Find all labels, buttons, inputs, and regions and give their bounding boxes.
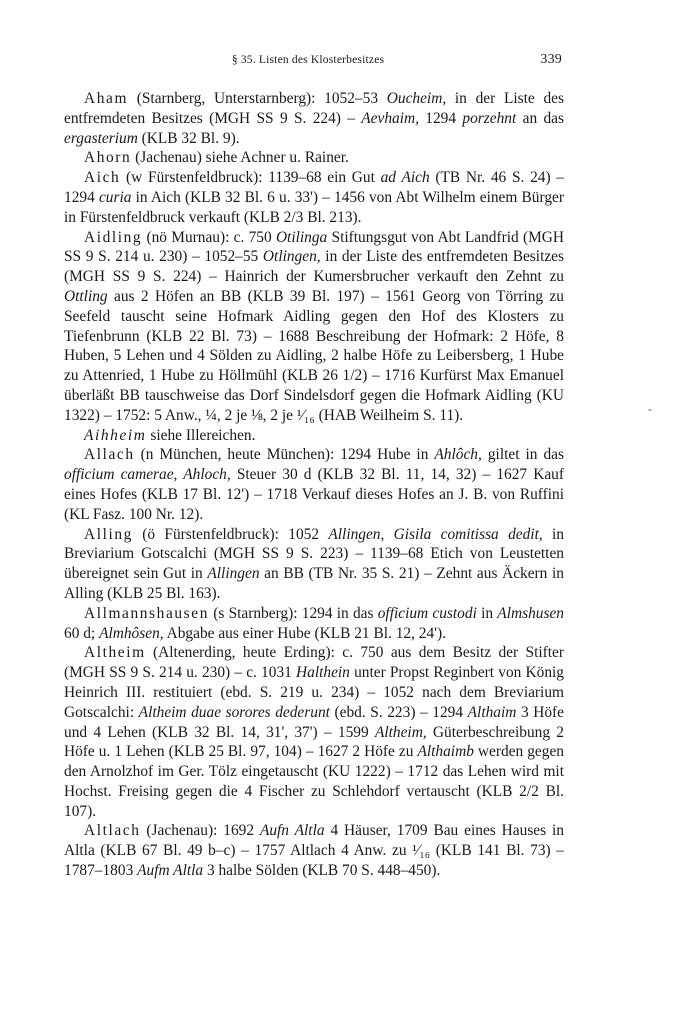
italic-term: Allingen	[207, 565, 260, 583]
headword: Aihheim	[84, 426, 147, 444]
italic-term: curia	[98, 188, 132, 206]
entry-text: 4 Häuser, 1709 Bau eines Hauses in Altla (KLB 67 Bl. 49 b–c) – 1757 Altlach 4 Anw. zu ¹⁄₁₆ (KLB 141 Bl. 73) – 1787–1803	[64, 822, 564, 880]
entry-text: 3 Höfe und 4 Lehen (KLB 32 Bl. 14, 31', 37') – 1599	[64, 703, 564, 741]
headword: Altheim	[84, 644, 146, 662]
entry-text: werden gegen den Arnolzhof im Ger. Tölz eingetauscht (KU 1222) – 1712 das Lehen wird mit Hochst. Freising gegen die 4 Fischer zu Schlehdorf vertauscht (KLB 2/2 Bl. 107).	[64, 743, 564, 820]
italic-term: officium custodi	[377, 604, 477, 622]
italic-term: Halthein	[296, 664, 350, 682]
entry-text: (Jachenau) siehe Achner u. Rainer.	[131, 149, 349, 167]
entry-text: 1294	[418, 109, 463, 127]
entry-alling	[64, 525, 564, 604]
entry-text: siehe Illereichen.	[146, 426, 256, 444]
entry-text: Steuer 30 d (KLB 32 Bl. 11, 14, 32) – 1627 Kauf eines Hofes (KLB 17 Bl. 12') – 1718 Verkauf dieses Hofes an J. B. von Ruffini (KL Fasz. 100 Nr. 12).	[64, 466, 564, 523]
entry-text: unter Propst Reginbert von König Heinrich III. restituiert (ebd. S. 219 u. 234) – 1052 nach dem Breviarium Gotscalchi:	[64, 664, 564, 721]
headword: Aham	[84, 90, 129, 107]
entry-text: in Breviarium Gotscalchi (MGH SS 9 S. 223) – 1139–68 Etich von Leustetten übereignet sein Gut in	[64, 525, 564, 583]
entry-text: an das	[516, 109, 564, 127]
italic-term: Aufn Altla	[259, 822, 325, 840]
entry-text: aus 2 Höfen an BB (KLB 39 Bl. 197) – 1561 Georg von Törring zu Seefeld tauscht seine Hofmark Aidling gegen den Hof des Klosters zu Tiefenbrunn (KLB 22 Bl. 73) – 1688 Beschreibung der Hofmark: 2 Höfe, 8 Huben, 5 Lehen und 4 Sölden zu Aidling, 2 halbe Höfe zu Leibersberg, 1 Hube zu Attenried, 1 Hube zu Höllmühl (KLB 26 1/2) – 1716 Kurfürst Max Emanuel überläßt BB tauschweise das Dorf Sindelsdorf gegen die Hofmark Aidling (KU 1322) – 1752: 5 Anw., ¼, 2 je ⅛, 2 je ¹⁄₁₆ (HAB Weilheim S. 11).	[64, 287, 564, 424]
entry-text: in Aich (KLB 32 Bl. 6 u. 33') – 1456 von Abt Wilhelm einem Bürger in Fürstenfeldbruck verkauft (KLB 2/3 Bl. 213).	[64, 188, 564, 226]
italic-term: porzehnt	[462, 109, 517, 127]
running-header	[0, 52, 700, 72]
italic-term: Ahlôch,	[434, 446, 482, 464]
italic-term: Otlingen,	[262, 248, 321, 266]
entry-text: in der Liste des entfremdeten Besitzes (MGH SS 9 S. 224) – Hainrich der Kumersbrucher verkauft den Zehnt zu	[64, 248, 564, 286]
entry-text: (KLB 32 Bl. 9).	[137, 129, 240, 147]
entry-allach	[64, 445, 564, 524]
headword: Ahorn	[84, 149, 132, 167]
entry-text: in	[476, 604, 498, 622]
italic-term: Otilinga	[275, 228, 328, 246]
entry-text: (w Fürstenfeldbruck): 1139–68 ein Gut	[120, 169, 381, 187]
entry-altheim	[64, 643, 564, 821]
italic-term: Althaimb	[417, 743, 474, 761]
entry-allmannshausen	[64, 604, 564, 644]
headword: Allmannshausen	[84, 604, 209, 622]
headword: Aidling	[84, 228, 143, 246]
headword: Allach	[84, 446, 135, 464]
headword: Aich	[84, 169, 121, 187]
italic-term: Almshusen	[497, 604, 564, 622]
italic-term: Aevhaim,	[361, 109, 419, 127]
entry-text: giltet in das	[481, 446, 564, 464]
entry-text: Abgabe aus einer Hube (KLB 21 Bl. 12, 24').	[163, 624, 446, 642]
italic-term: officium camerae, Ahloch,	[64, 466, 231, 484]
entry-text: an BB (TB Nr. 35 S. 21) – Zehnt aus Äckern in Alling (KLB 25 Bl. 163).	[64, 565, 564, 602]
page-number: 339	[540, 52, 562, 67]
entry-text: (nö Murnau): c. 750	[142, 228, 276, 246]
italic-term: Altheim duae sorores dederunt	[138, 703, 330, 721]
entry-aham	[64, 89, 564, 148]
entry-text: (ö Fürstenfeldbruck): 1052	[132, 525, 329, 543]
italic-term: Almhôsen,	[99, 624, 164, 642]
entry-altlach	[64, 821, 564, 880]
italic-term: Altheim,	[374, 723, 427, 741]
margin-dash-mark: -	[648, 402, 652, 416]
entry-aidling	[64, 228, 564, 426]
entry-text: (n München, heute München): 1294 Hube in	[134, 446, 435, 464]
italic-term: ergasterium	[64, 129, 138, 147]
italic-term: Ottling	[64, 287, 108, 305]
italic-term: ad Aich	[380, 169, 430, 187]
entry-text: (TB Nr. 46 S. 24) – 1294	[64, 169, 565, 206]
body-text	[64, 89, 564, 881]
entry-text: (Jachenau): 1692	[140, 822, 260, 840]
italic-term: Aufm Altla	[137, 862, 204, 880]
entry-text: (s Starnberg): 1294 in das	[209, 604, 378, 622]
italic-term: Allingen, Gisila comitissa dedit,	[328, 525, 543, 543]
entry-text: (Altenerding, heute Erding): c. 750 aus dem Besitz der Stifter (MGH SS 9 S. 214 u. 230) – c. 1031	[64, 644, 564, 682]
entry-aich	[64, 168, 564, 227]
entry-text: (ebd. S. 223) – 1294	[329, 703, 468, 721]
entry-text: 3 halbe Sölden (KLB 70 S. 448–450).	[203, 862, 441, 880]
entry-text: 60 d;	[64, 624, 100, 642]
headword: Alling	[84, 525, 133, 543]
entry-aihheim	[64, 426, 564, 446]
italic-term: Oucheim,	[386, 90, 447, 107]
entry-text: (Starnberg, Unterstarnberg): 1052–53	[128, 90, 387, 107]
entry-text: Güterbeschreibung 2 Höfe u. 1 Lehen (KLB 25 Bl. 97, 104) – 1627 2 Höfe zu	[64, 723, 564, 761]
entry-text: Stiftungsgut von Abt Landfrid (MGH SS 9 S. 214 u. 230) – 1052–55	[64, 228, 564, 266]
italic-term: Althaim	[467, 703, 517, 721]
headword: Altlach	[84, 822, 141, 840]
section-title: § 35. Listen des Klosterbesitzes	[231, 54, 385, 66]
entry-ahorn	[64, 148, 564, 168]
entry-text: in der Liste des entfremdeten Besitzes (MGH SS 9 S. 224) –	[64, 90, 564, 127]
